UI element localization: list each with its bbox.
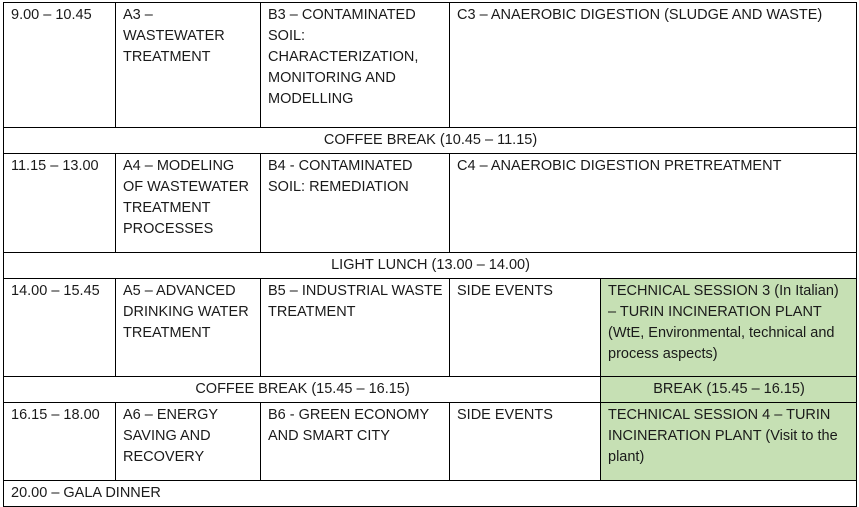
light-lunch-cell: LIGHT LUNCH (13.00 – 14.00) (4, 253, 857, 279)
side-events-cell: SIDE EVENTS (450, 403, 601, 481)
track-b-cell: B4 - CONTAMINATED SOIL: REMEDIATION (261, 154, 450, 253)
track-b-cell: B6 - GREEN ECONOMY AND SMART CITY (261, 403, 450, 481)
table-row-session-3 (4, 279, 857, 377)
coffee-break-cell: COFFEE BREAK (15.45 – 16.15) (4, 377, 601, 403)
table-row-lunch (4, 253, 857, 279)
track-a-cell: A4 – MODELING OF WASTEWATER TREATMENT PROCESSES (116, 154, 261, 253)
technical-session-cell: TECHNICAL SESSION 4 – TURIN INCINERATION PLANT (Visit to the plant) (601, 403, 857, 481)
track-c-cell: C3 – ANAEROBIC DIGESTION (SLUDGE AND WASTE) (450, 3, 857, 128)
time-cell: 9.00 – 10.45 (4, 3, 116, 128)
table-row-session-2 (4, 154, 857, 253)
table-row-session-1 (4, 3, 857, 128)
schedule-table (3, 2, 857, 507)
table-row-session-4 (4, 403, 857, 481)
track-a-cell: A3 – WASTEWATER TREATMENT (116, 3, 261, 128)
time-cell: 11.15 – 13.00 (4, 154, 116, 253)
track-c-cell: C4 – ANAEROBIC DIGESTION PRETREATMENT (450, 154, 857, 253)
technical-break-cell: BREAK (15.45 – 16.15) (601, 377, 857, 403)
technical-session-cell: TECHNICAL SESSION 3 (In Italian) – TURIN INCINERATION PLANT (WtE, Environmental, technical and process aspects) (601, 279, 857, 377)
coffee-break-cell: COFFEE BREAK (10.45 – 11.15) (4, 128, 857, 154)
track-a-cell: A6 – ENERGY SAVING AND RECOVERY (116, 403, 261, 481)
table-row-coffee-break-1 (4, 128, 857, 154)
time-cell: 14.00 – 15.45 (4, 279, 116, 377)
side-events-cell: SIDE EVENTS (450, 279, 601, 377)
track-b-cell: B3 – CONTAMINATED SOIL: CHARACTERIZATION, MONITORING AND MODELLING (261, 3, 450, 128)
gala-dinner-cell: 20.00 – GALA DINNER (4, 481, 857, 507)
table-row-coffee-break-2 (4, 377, 857, 403)
track-b-cell: B5 – INDUSTRIAL WASTE TREATMENT (261, 279, 450, 377)
track-a-cell: A5 – ADVANCED DRINKING WATER TREATMENT (116, 279, 261, 377)
time-cell: 16.15 – 18.00 (4, 403, 116, 481)
